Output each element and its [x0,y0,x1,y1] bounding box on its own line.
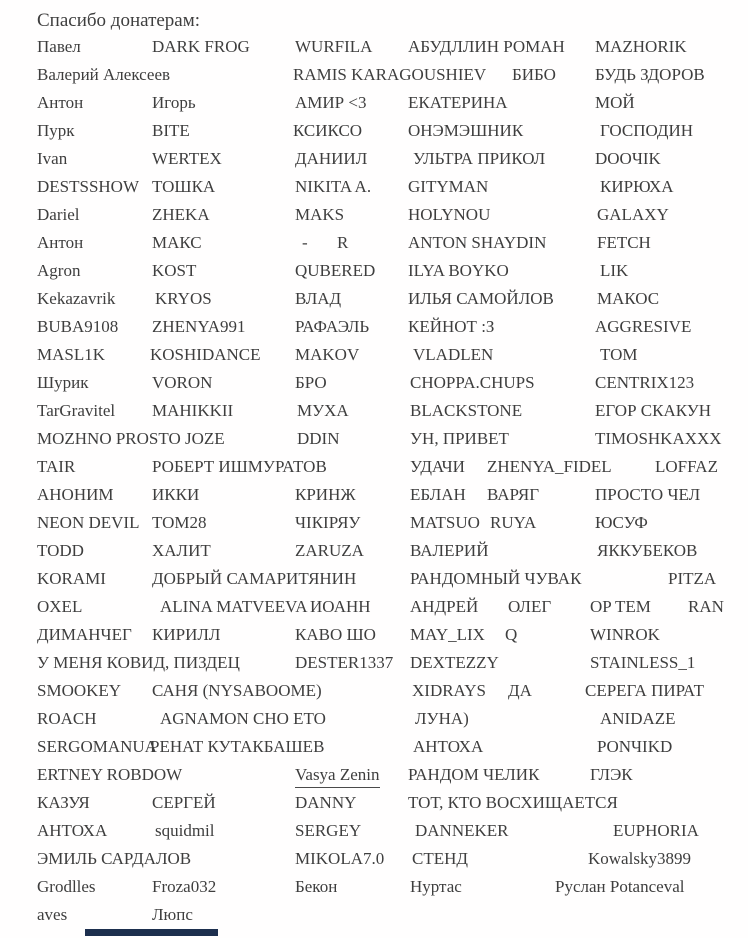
donor-name: КЕЙНОТ :З [408,317,495,336]
donor-name: RUYA [490,513,537,532]
donor-name: LOFFAZ [655,457,718,476]
donor-name: SMOOKEY [37,681,122,700]
donor-name: MASL1K [37,345,106,364]
donor-name: САНЯ (NYSABOOME) [152,681,322,700]
donor-name: FETCH [597,233,651,252]
donor-name: NEON DEVIL [37,513,140,532]
donor-name: ВЛАД [295,289,342,308]
donor-name: ГОСПОДИН [600,121,694,140]
donor-name: MAHIKKII [152,401,234,420]
donor-name: Q [505,625,518,644]
donor-name: - [302,233,308,252]
donor-name: Нуртас [410,877,462,896]
donor-name: R [337,233,349,252]
donor-name: squidmil [155,821,215,840]
donor-name: KOSHIDANCE [150,345,261,364]
donor-name: УДАЧИ [410,457,465,476]
donor-name: АНТОХА [413,737,484,756]
donor-name: EUPHORIA [613,821,699,840]
donor-name: ВАЛЕРИЙ [410,541,489,560]
donor-name: Люпс [152,905,193,924]
donor-name: ДА [508,681,532,700]
donor-name: DANNEKER [415,821,509,840]
donor-name: ERTNEY ROBDOW [37,765,183,784]
donor-name: БРО [295,373,327,392]
donor-name: aves [37,905,68,924]
donor-name: ОЛЕГ [508,597,552,616]
donor-name: ZHENYA991 [152,317,246,336]
donor-name: УЛЬТРА ПРИКОЛ [413,149,546,168]
donor-name: ZARUZA [295,541,364,560]
donor-name: МАКС [152,233,202,252]
donor-name: KOST [152,261,197,280]
donor-name: RAMIS KARAGOUSHIEV [293,65,487,84]
donor-name: WINROK [590,625,660,644]
donor-name: Бекон [295,877,338,896]
donor-name: VLADLEN [413,345,494,364]
donor-name: TAIR [37,457,76,476]
donor-name: PITZA [668,569,717,588]
donor-name: РЕНАТ КУТАКБАШЕВ [150,737,325,756]
donor-name: Kekazavrik [37,289,116,308]
donor-name: RAN [688,597,724,616]
donor-name: Froza032 [152,877,217,896]
donor-name: WERTEX [152,149,222,168]
donor-name: МОЙ [595,93,635,112]
donor-name: MATSUO [410,513,480,532]
donor-name: РОБЕРТ ИШМУРАТОВ [152,457,327,476]
donor-name: Павел [37,37,81,56]
donor-name: ZHEKA [152,205,210,224]
donor-name: ДОБРЫЙ САМАРИТЯНИН [152,569,357,588]
donor-name: KRYOS [155,289,212,308]
donor-name: ЕГОР СКАКУН [595,401,712,420]
donor-name: ЮСУФ [595,513,648,532]
donor-name: РАНДОМНЫЙ ЧУВАК [410,569,582,588]
donor-name: LIK [600,261,629,280]
donor-name: DARK FROG [152,37,250,56]
donor-name: СЕРГЕЙ [152,793,216,812]
donor-name: MIKOLA7.0 [295,849,385,868]
donor-name: Шурик [37,373,89,392]
donor-name: AGNAMON CHO ETO [160,709,326,728]
donor-name: ДАНИИЛ [295,149,368,168]
donor-name: Руслан Potanceval [555,877,685,896]
donor-name: GALAXY [597,205,669,224]
donor-name: У МЕНЯ КОВИД, ПИЗДЕЦ [37,653,240,672]
donor-name: ANIDAZE [600,709,676,728]
donor-name: БИБО [512,65,556,84]
donor-name: CHOPPA.CHUPS [410,373,535,392]
donor-name: ТОМ28 [152,513,207,532]
donor-name: ЯККУБЕКОВ [597,541,698,560]
donor-name: HOLYNOU [408,205,491,224]
donor-name: ЭМИЛЬ САРДАЛОВ [37,849,192,868]
donor-name: QUBERED [295,261,376,280]
donor-name: АМИР <3 [295,93,367,112]
donor-name: ЛУНА) [415,709,469,728]
donor-name: КИРЮХА [600,177,674,196]
donor-name: ALINA MATVEEVA [160,597,308,616]
donor-name: ОНЭМЭШНИК [408,121,524,140]
donor-name: СТЕНД [412,849,468,868]
donor-name: DANNY [295,793,357,812]
donor-name: ХАЛИТ [152,541,211,560]
donor-name: КСИКСО [293,121,363,140]
donor-name: WURFILA [295,37,373,56]
donor-name: Agron [37,261,81,280]
donor-name: КИРИЛЛ [152,625,221,644]
bottom-bar [85,929,218,936]
donor-name: XIDRAYS [412,681,487,700]
donor-name: КАВО ШО [295,625,376,644]
donor-name: РАФАЭЛЬ [295,317,370,336]
donor-name: STAINLESS_1 [590,653,696,672]
donor-name: DDIN [297,429,340,448]
donor-name: СЕРЕГА ПИРАТ [585,681,705,700]
donor-name: ZHENYA_FIDEL [487,457,612,476]
donor-name: АНДРЕЙ [410,597,479,616]
donor-name: SERGOMANUA [37,737,157,756]
donor-name: Dariel [37,205,80,224]
donor-name: MAKS [295,205,345,224]
donor-name: SERGEY [295,821,362,840]
donor-name: TarGravitel [37,401,116,420]
donor-name: KORAMI [37,569,106,588]
donor-name: BITE [152,121,190,140]
donor-name: Игорь [152,93,196,112]
donor-name: Валерий Алексеев [37,65,171,84]
donor-name: Grodlles [37,877,96,896]
donor-name: TODD [37,541,84,560]
donor-name: МАКОС [597,289,660,308]
donor-name: PONЧIKD [597,737,673,756]
donor-name: ЕБЛАН [410,485,466,504]
donor-name: ТОШКА [152,177,216,196]
donor-name: TIMOSHKAXXX [595,429,722,448]
donor-name: Ivan [37,149,68,168]
donor-name: ЧIКIРЯУ [295,513,361,532]
donor-name: ГЛЭК [590,765,633,784]
donor-link[interactable]: Vasya Zenin [295,764,380,788]
donor-name: ЕКАТЕРИНА [408,93,508,112]
donor-name: NIKITA A. [295,177,372,196]
donor-name: Антон [37,93,84,112]
donor-name: БУДЬ ЗДОРОВ [595,65,705,84]
donor-name: OP TEM [590,597,651,616]
donor-name: MAZHORIK [595,37,687,56]
donor-name: ИККИ [152,485,200,504]
donor-name: DESTER1337 [295,653,394,672]
donor-name: ПРОСТО ЧЕЛ [595,485,701,504]
donor-name: AGGRESIVE [595,317,692,336]
donor-name: DEXTEZZY [410,653,499,672]
donor-name: BUBA9108 [37,317,119,336]
page-title: Спасибо донатерам: [37,10,201,31]
donor-name: GITYMAN [408,177,489,196]
donor-name: DOOЧIK [595,149,661,168]
donor-name: ДИМАНЧЕГ [37,625,132,644]
donor-name: Пурк [37,121,75,140]
donor-name: MAKOV [295,345,360,364]
donor-name: ВАРЯГ [487,485,540,504]
donor-name: Антон [37,233,84,252]
donor-name: АБУДЛЛИН РОМАН [408,37,565,56]
donor-name: УН, ПРИВЕТ [410,429,509,448]
donor-name: VORON [152,373,213,392]
donor-name: КРИНЖ [295,485,356,504]
donor-name: АНОНИМ [37,485,114,504]
donor-name: ИЛЬЯ САМОЙЛОВ [408,289,554,308]
donor-name: ILYA BOYKO [408,261,509,280]
donor-name: BLACKSTONE [410,401,523,420]
donor-name: ИОАНН [310,597,371,616]
donor-name: MAY_LIX [410,625,485,644]
donor-name: ANTON SHAYDIN [408,233,547,252]
donor-name: Kowalsky3899 [588,849,691,868]
donor-name: MOZHNO PROSTO JOZE [37,429,225,448]
donor-name: DESTSSHOW [37,177,140,196]
donor-name: ТОМ [600,345,638,364]
donor-name: КАЗУЯ [37,793,90,812]
donor-name: ROACH [37,709,97,728]
donor-name: OXEL [37,597,83,616]
donor-name: РАНДОМ ЧЕЛИК [408,765,540,784]
donor-name: АНТОХА [37,821,108,840]
donor-name: CENTRIX123 [595,373,695,392]
donor-name: ТОТ, КТО ВОСХИЩАЕТСЯ [408,793,618,812]
donor-name: МУХА [297,401,349,420]
